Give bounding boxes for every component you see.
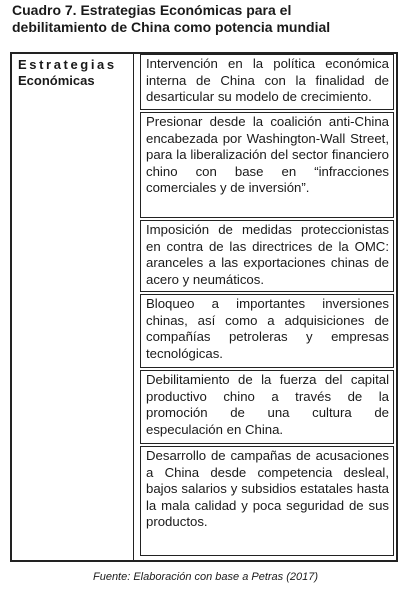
strategy-item-3: Imposición de medidas proteccionistas en contra de las directrices de la OMC: aranceles a las exportaciones chinas de acero y neumáticos. [140, 220, 394, 292]
source-note: Fuente: Elaboración con base a Petras (2017) [92, 571, 319, 583]
strategies-table [10, 52, 398, 562]
row-header [14, 54, 140, 92]
caption-line-1: Cuadro 7. Estrategias Económicas para el [12, 2, 292, 18]
table-caption [12, 2, 400, 36]
strategy-item-2: Presionar desde la coalición anti-China encabezada por Washington-Wall Street, para la liberalización del sector financiero chino con base en “infracciones comerciales y de inversión”. [140, 112, 394, 218]
strategy-item-4: Bloqueo a importantes inversiones chinas, así como a adquisiciones de compañías petroleras y empresas tecnológicas. [140, 294, 394, 368]
row-header-line-2: Económicas [18, 73, 95, 88]
strategy-item-1: Intervención en la política económica interna de China con la finalidad de desarticular su modelo de crecimiento. [140, 54, 394, 110]
caption-line-2: debilitamiento de China como potencia mundial [12, 19, 331, 35]
strategy-item-6: Desarrollo de campañas de acusaciones a China desde competencia desleal, bajos salarios y subsidios estatales hasta la mala calidad y poca seguridad de sus productos. [140, 446, 394, 556]
column-divider [133, 54, 134, 560]
strategy-item-5: Debilitamiento de la fuerza del capital productivo chino a través de la promoción de una cultura de especulación en China. [140, 370, 394, 444]
row-header-line-1: Estrategias [18, 57, 117, 72]
